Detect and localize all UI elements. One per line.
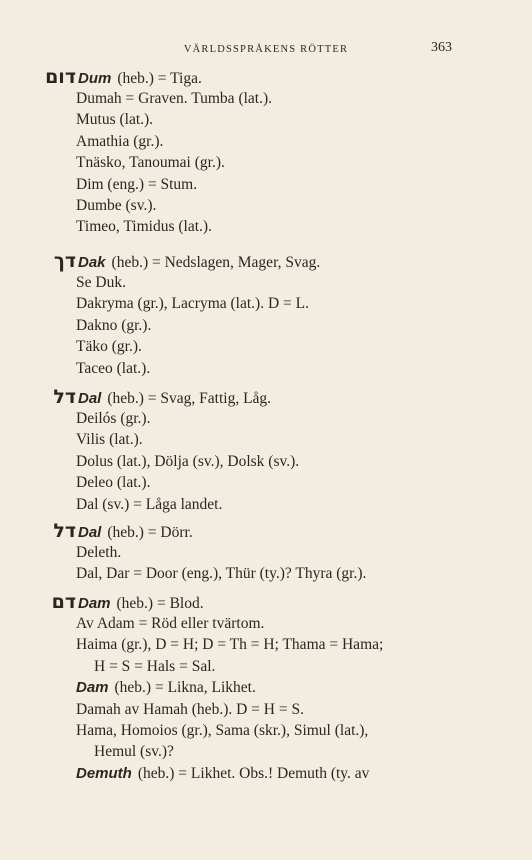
- entry-dal-dorr: [28, 520, 508, 585]
- cognate-line: Dal, Dar = Door (eng.), Thür (ty.)? Thyra (gr.).: [76, 565, 367, 583]
- cognate-line: Deleo (lat.).: [76, 474, 151, 492]
- entry-dak: [28, 250, 508, 379]
- cognate-line: Damah av Hamah (heb.). D = H = S.: [76, 700, 304, 718]
- cognate-line: Dumbe (sv.).: [76, 196, 157, 214]
- entry-headword-row: [28, 66, 508, 88]
- cognate-line: Tnäsko, Tanoumai (gr.).: [76, 154, 225, 172]
- headword: Dal: [78, 390, 102, 407]
- cognate-line: Dumah = Graven. Tumba (lat.).: [76, 90, 273, 107]
- cognate-line: Vilis (lat.).: [76, 431, 143, 449]
- running-head: VÄRLDSSPRÅKENS RÖTTER: [183, 44, 349, 55]
- headword: Dam: [78, 595, 111, 612]
- entry-headword-row: [28, 591, 508, 613]
- headword-gloss: (heb.) = Nedslagen, Mager, Svag.: [111, 254, 321, 271]
- subentry-headword: Demuth: [76, 764, 132, 782]
- cognate-line: Amathia (gr.).: [76, 132, 164, 150]
- headword: Dum: [78, 70, 112, 87]
- headword-gloss: (heb.) = Blod.: [116, 595, 204, 612]
- entry-headword-row: [28, 386, 508, 408]
- hebrew-root: דם: [51, 591, 76, 613]
- headword-gloss: (heb.) = Dörr.: [107, 524, 193, 541]
- page-number: 363: [431, 40, 452, 55]
- subentry-demuth: [28, 763, 508, 784]
- entry-dam: [28, 591, 508, 784]
- hebrew-root: דך: [53, 250, 76, 272]
- cognate-line: Hemul (sv.)?: [94, 743, 174, 761]
- headword: Dak: [78, 254, 106, 271]
- cognate-line: Taceo (lat.).: [76, 359, 151, 377]
- subentry-headword: Dam: [76, 679, 109, 697]
- headword-gloss: (heb.) = Svag, Fattig, Låg.: [107, 390, 272, 407]
- cognate-line: Dolus (lat.), Dölja (sv.), Dolsk (sv.).: [76, 452, 300, 470]
- cognate-line: H = S = Hals = Sal.: [94, 657, 216, 675]
- cognate-line: Deilós (gr.).: [76, 410, 151, 427]
- entry-headword-row: [28, 520, 508, 542]
- cognate-line: Mutus (lat.).: [76, 111, 154, 129]
- cognate-line: Haima (gr.), D = H; D = Th = H; Thama = Hama;: [76, 636, 384, 654]
- hebrew-root: דום: [45, 66, 76, 88]
- cognate-line: Deleth.: [76, 544, 122, 561]
- cognate-line: Dim (eng.) = Stum.: [76, 175, 198, 193]
- cognate-line: Dakryma (gr.), Lacryma (lat.). D = L.: [76, 295, 309, 313]
- subentry-gloss: (heb.) = Likhet. Obs.! Demuth (ty. av: [137, 764, 370, 782]
- cognate-line: Dal (sv.) = Låga landet.: [76, 495, 223, 513]
- hebrew-root: דל: [53, 386, 76, 408]
- entry-dal-svag: [28, 386, 508, 515]
- headword: Dal: [78, 524, 102, 541]
- subentry-gloss: (heb.) = Likna, Likhet.: [114, 679, 256, 697]
- cognate-line: Timeo, Timidus (lat.).: [76, 218, 212, 236]
- cognate-line: Täko (gr.).: [76, 338, 142, 356]
- cognate-line: Hama, Homoios (gr.), Sama (skr.), Simul (lat.),: [76, 721, 369, 739]
- entry-headword-row: [28, 250, 508, 272]
- cognate-line: Av Adam = Röd eller tvärtom.: [76, 615, 265, 632]
- subentry-dam-likna: [28, 677, 508, 698]
- hebrew-root: דל: [53, 520, 76, 542]
- entry-dum: [28, 66, 508, 238]
- cognate-line: Dakno (gr.).: [76, 316, 152, 334]
- cognate-line: Se Duk.: [76, 274, 126, 291]
- headword-gloss: (heb.) = Tiga.: [117, 70, 202, 87]
